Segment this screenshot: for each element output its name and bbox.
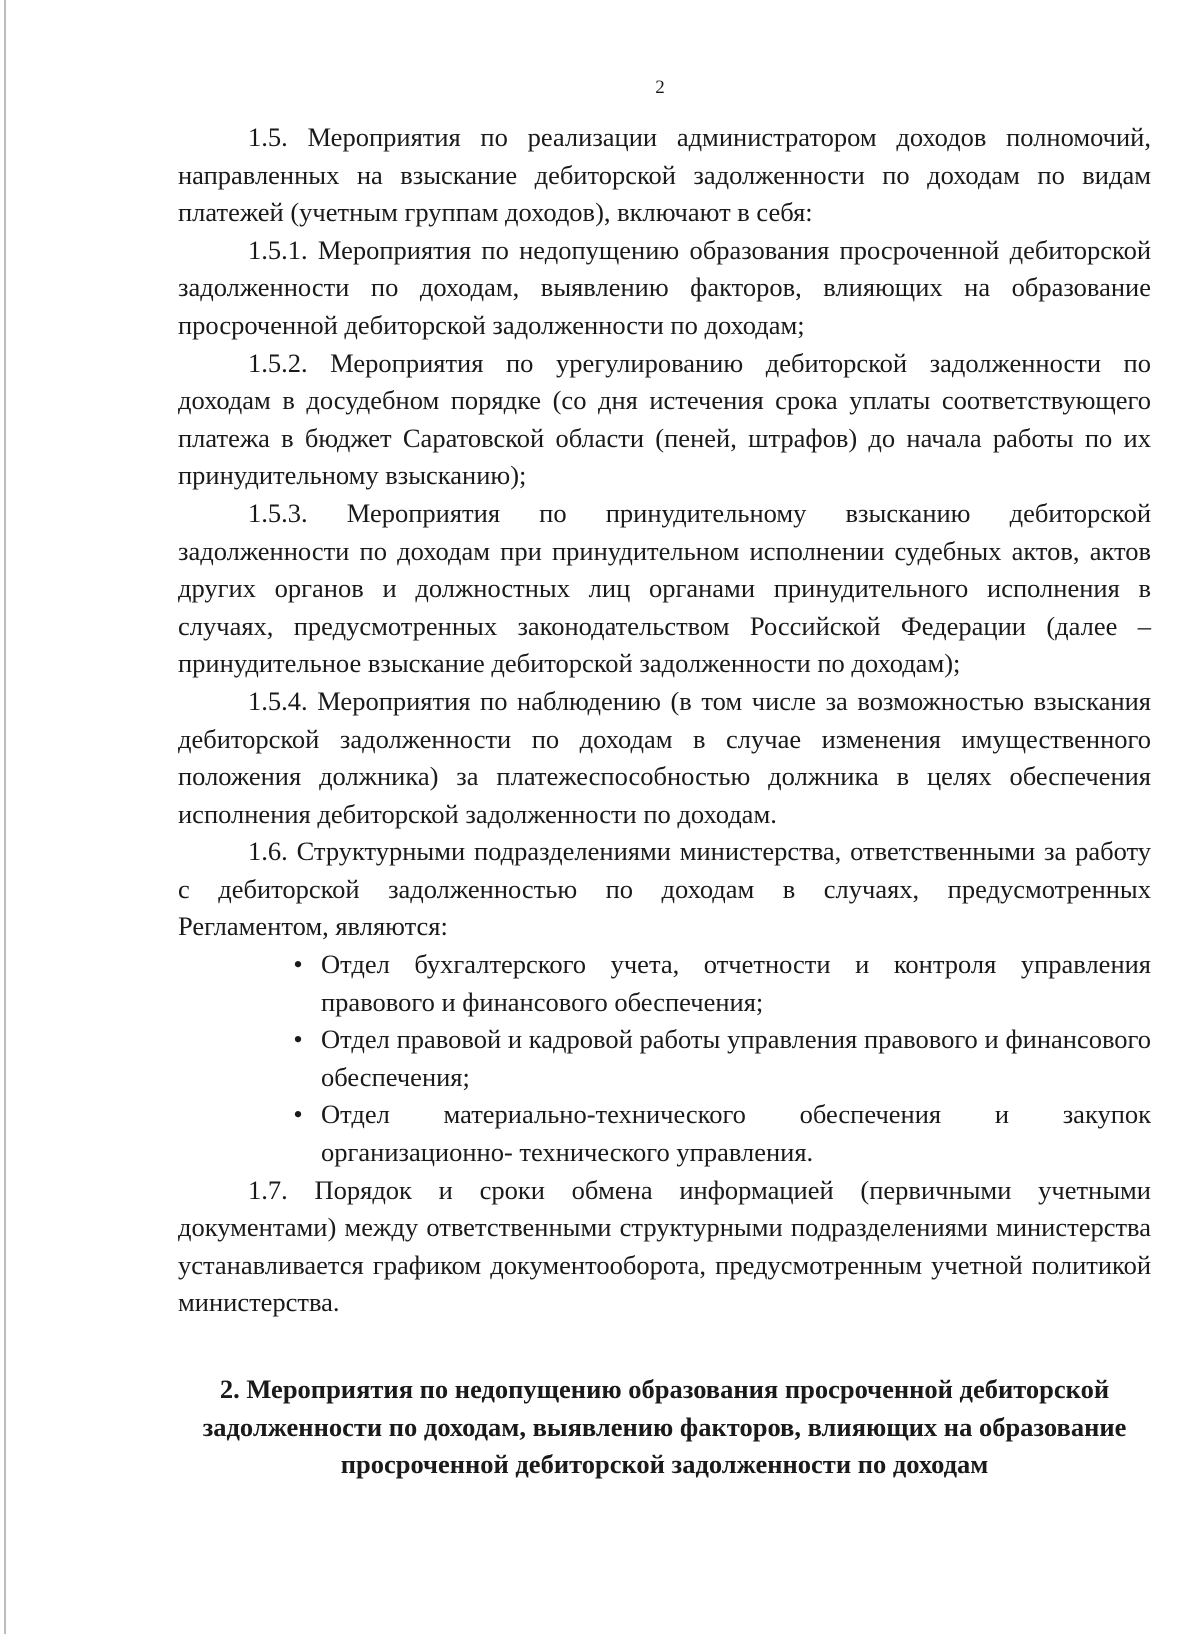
paragraph-1-5-2: 1.5.2. Мероприятия по урегулированию дебиторской задолженности по доходам в досудебном порядке (со дня истечения срока уплаты соответствующего платежа в бюджет Саратовской области (пеней, штрафов) до начала работы по их принудительному взысканию); [178,347,1151,491]
bullet-icon: • [293,949,303,980]
bullet-icon: • [293,1099,303,1130]
bullet-icon: • [293,1024,303,1055]
page-edge-shadow [4,0,6,1634]
paragraph-1-5: 1.5. Мероприятия по реализации администратором доходов полномочий, направленных на взыскание дебиторской задолженности по доходам по видам платежей (учетным группам доходов), включают в себя: [178,122,1151,228]
paragraph-1-5-4: 1.5.4. Мероприятия по наблюдению (в том числе за возможностью взыскания дебиторской задолженности по доходам в случае изменения имущественного положения должника) за платежеспособностью должника в целях обеспечения исполнения дебиторской задолженности по доходам. [178,685,1151,829]
list-item-text: Отдел бухгалтерского учета, отчетности и контроля управления правового и финансового обеспечения; [321,949,1151,1017]
list-item-text: Отдел материально-технического обеспечения и закупок организационно- технического управления. [321,1099,1151,1168]
list-item [293,1096,1151,1171]
list-item-text: Отдел правовой и кадровой работы управления правового и финансового обеспечения; [321,1024,1151,1092]
section-heading: 2. Мероприятия по недопущению образования просроченной дебиторской задолженности по доходам, выявлению факторов, влияющих на образование просроченной дебиторской задолженности по доходам [202,1374,1127,1480]
list-item [293,1021,1151,1096]
paragraph-1-5-3: 1.5.3. Мероприятия по принудительному взысканию дебиторской задолженности по доходам при принудительном исполнении судебных актов, актов других органов и должностных лиц органами принудительного исполнения в случаях, предусмотренных законодательством Российской Федерации (далее – принудительное взыскание дебиторской задолженности по доходам); [178,497,1151,679]
department-list [178,946,1151,1172]
list-item [293,946,1151,1021]
paragraph-1-5-1: 1.5.1. Мероприятия по недопущению образования просроченной дебиторской задолженности по доходам, выявлению факторов, влияющих на образование просроченной дебиторской задолженности по доходам; [178,234,1151,340]
paragraph-1-6: 1.6. Структурными подразделениями министерства, ответственными за работу с дебиторской задолженностью по доходам в случаях, предусмотренных Регламентом, являются: [178,836,1151,942]
document-body [178,119,1151,1484]
page-number: 2 [655,77,665,98]
paragraph-1-7: 1.7. Порядок и сроки обмена информацией (первичными учетными документами) между ответственными структурными подразделениями министерства устанавливается графиком документооборота, предусмотренным учетной политикой министерства. [178,1174,1151,1318]
